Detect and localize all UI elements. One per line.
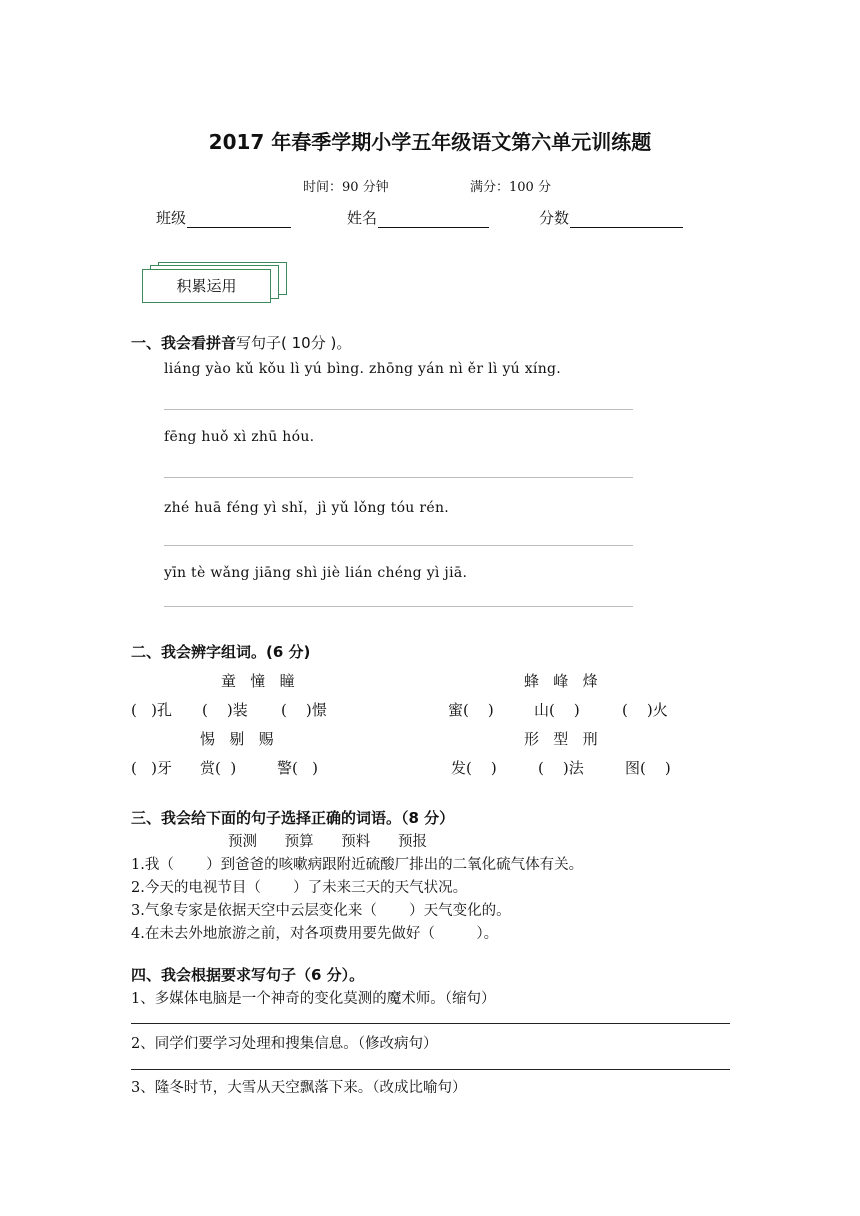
- pinyin-line-1: liáng yào kǔ kǒu lì yú bìng. zhōng yán nì ěr lì yú xíng.: [164, 361, 562, 377]
- group2-item-1[interactable]: 蜜( ): [448, 701, 494, 719]
- group2-chars: 蜂 峰 烽: [524, 672, 598, 690]
- rewrite-item-1: 1、多媒体电脑是一个神奇的变化莫测的魔术师。（缩句）: [131, 991, 496, 1007]
- answer-line-2[interactable]: [164, 477, 633, 478]
- group4-item-3[interactable]: 图( ): [625, 759, 671, 777]
- fill-item-2[interactable]: 2.今天的电视节目（ ）了未来三天的天气状况。: [131, 880, 468, 896]
- group3-item-1[interactable]: ( )牙: [131, 759, 173, 777]
- group2-item-2[interactable]: 山( ): [534, 701, 580, 719]
- group3-item-2[interactable]: 赏( ): [200, 759, 237, 777]
- score-blank[interactable]: [570, 210, 683, 228]
- exam-time: 时间：90 分钟: [303, 180, 389, 195]
- pinyin-line-4: yīn tè wǎng jiāng shì jiè lián chéng yì jiā.: [164, 565, 468, 581]
- pinyin-line-3: zhé huā féng yì shǐ，jì yǔ lǒng tóu rén.: [164, 500, 450, 516]
- group1-item-2[interactable]: ( )装: [202, 701, 248, 719]
- rewrite-item-2: 2、同学们要学习处理和搜集信息。（修改病句）: [131, 1036, 438, 1052]
- group3-chars: 惕 剔 赐: [200, 730, 274, 748]
- class-blank[interactable]: [187, 210, 291, 228]
- name-field: [347, 207, 489, 228]
- section4-heading: 四、我会根据要求写句子（6 分）。: [131, 966, 365, 984]
- group4-item-2[interactable]: ( )法: [538, 759, 584, 777]
- pinyin-line-2: fēng huǒ xì zhū hóu.: [164, 429, 315, 445]
- section1-heading-rest: 写句子( 10分 )。: [236, 334, 352, 352]
- answer-line-4[interactable]: [164, 606, 633, 607]
- class-label: 班级: [156, 209, 187, 227]
- name-label: 姓名: [347, 209, 378, 227]
- score-label: 分数: [539, 209, 570, 227]
- group1-item-1[interactable]: ( )孔: [131, 701, 173, 719]
- badge-label: 积累运用: [142, 269, 271, 303]
- page-title: 2017 年春季学期小学五年级语文第六单元训练题: [208, 130, 652, 154]
- class-field: [156, 207, 291, 228]
- fill-item-3[interactable]: 3.气象专家是依据天空中云层变化来（ ）天气变化的。: [131, 903, 511, 919]
- section1-heading: [131, 332, 351, 353]
- group2-item-3[interactable]: ( )火: [622, 701, 668, 719]
- answer-line-3[interactable]: [164, 545, 633, 546]
- section3-heading: 三、我会给下面的句子选择正确的词语。（8 分）: [131, 809, 455, 827]
- group4-item-1[interactable]: 发( ): [451, 759, 497, 777]
- group4-chars: 形 型 刑: [524, 730, 598, 748]
- section1-heading-bold: 一、我会看拼音: [131, 334, 237, 352]
- group3-item-3[interactable]: 警( ): [277, 759, 319, 777]
- rewrite-answer-line-2[interactable]: [131, 1069, 730, 1070]
- score-field: [539, 207, 683, 228]
- group1-item-3[interactable]: ( )憬: [281, 701, 327, 719]
- section2-heading: 二、我会辨字组词。(6 分): [131, 643, 311, 661]
- rewrite-item-3: 3、隆冬时节，大雪从天空飘落下来。（改成比喻句）: [131, 1080, 467, 1096]
- fill-item-1[interactable]: 1.我（ ）到爸爸的咳嗽病跟附近硫酸厂排出的二氧化硫气体有关。: [131, 857, 584, 873]
- group1-chars: 童 憧 瞳: [221, 672, 295, 690]
- name-blank[interactable]: [378, 210, 489, 228]
- fill-item-4[interactable]: 4.在未去外地旅游之前，对各项费用要先做好（ ）。: [131, 926, 499, 942]
- answer-line-1[interactable]: [164, 409, 633, 410]
- full-score: 满分：100 分: [470, 180, 551, 195]
- word-choices: 预测 预算 预料 预报: [228, 834, 427, 850]
- rewrite-answer-line-1[interactable]: [131, 1023, 730, 1024]
